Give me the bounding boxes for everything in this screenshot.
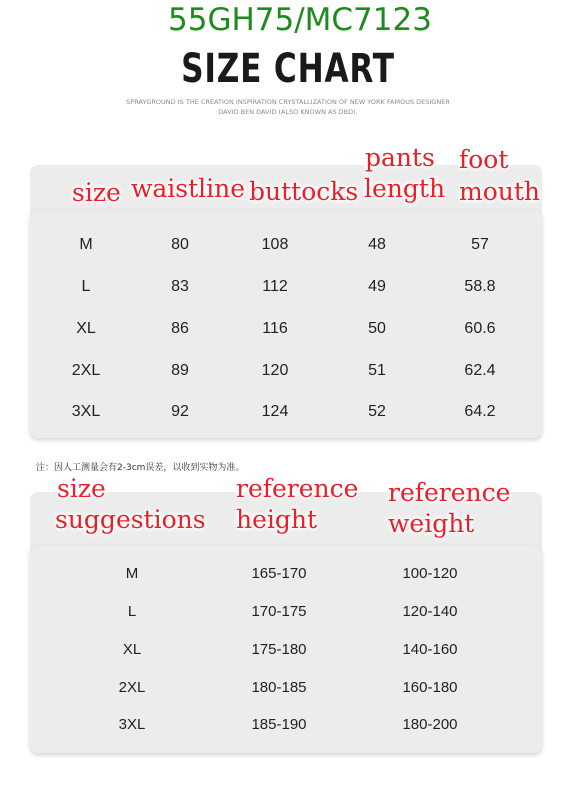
table2-cell-weight: 100-120 <box>402 565 458 582</box>
table1-cell-foot-mouth: 58.8 <box>464 278 496 295</box>
table1-cell-size: 3XL <box>71 403 101 420</box>
header-size2: size <box>57 474 106 503</box>
table1-cell-waistline: 92 <box>171 403 189 420</box>
table2-cell-size: M <box>125 565 139 582</box>
table1-cell-pants-length: 48 <box>368 236 386 253</box>
header-suggestions: suggestions <box>55 505 206 534</box>
table1-cell-pants-length: 51 <box>368 362 386 379</box>
table1-cell-foot-mouth: 62.4 <box>464 362 496 379</box>
measurement-note: 注：因人工测量会有2-3cm误差，以收到实物为准。 <box>36 463 245 473</box>
table1-cell-foot-mouth: 60.6 <box>464 320 496 337</box>
table2-cell-height: 185-190 <box>251 716 307 733</box>
table1-cell-pants-length: 52 <box>368 403 386 420</box>
header-height: height <box>236 505 318 534</box>
table2-cell-size: XL <box>122 641 142 658</box>
table1-cell-pants-length: 49 <box>368 278 386 295</box>
table1-cell-pants-length: 50 <box>368 320 386 337</box>
header-length: length <box>364 174 446 203</box>
table1-cell-buttocks: 124 <box>261 403 289 420</box>
table1-cell-foot-mouth: 57 <box>471 236 489 253</box>
table2-cell-size: L <box>127 603 137 620</box>
table1-cell-waistline: 83 <box>171 278 189 295</box>
table2-cell-weight: 180-200 <box>402 716 458 733</box>
table1-cell-size: 2XL <box>71 362 101 379</box>
table1-cell-buttocks: 116 <box>262 320 288 337</box>
subtitle-line-2: DAVID BEN DAVID (ALSO KNOWN AS DBD). <box>218 108 358 116</box>
table1-cell-waistline: 80 <box>171 236 189 253</box>
table2-cell-size: 2XL <box>118 679 146 696</box>
table2-cell-height: 180-185 <box>251 679 307 696</box>
table2-cell-weight: 120-140 <box>402 603 458 620</box>
header-foot: foot <box>459 145 509 174</box>
header-waistline: waistline <box>131 174 246 203</box>
table2-cell-height: 175-180 <box>251 641 307 658</box>
table1-cell-buttocks: 112 <box>262 278 288 295</box>
table1-cell-waistline: 86 <box>171 320 189 337</box>
product-code: 55GH75/MC7123 <box>168 2 432 38</box>
table2-cell-weight: 160-180 <box>402 679 458 696</box>
table2-cell-height: 170-175 <box>251 603 307 620</box>
table2-cell-height: 165-170 <box>251 565 307 582</box>
table1-cell-size: XL <box>76 320 96 337</box>
table1-cell-waistline: 89 <box>171 362 189 379</box>
table1-cell-size: M <box>79 236 93 253</box>
table1-cell-size: L <box>81 278 91 295</box>
page-title: SIZE CHART <box>181 46 395 92</box>
table1-cell-buttocks: 108 <box>261 236 289 253</box>
header-reference-weight: reference <box>388 478 511 507</box>
header-mouth: mouth <box>459 177 541 206</box>
header-size: size <box>72 178 121 207</box>
header-weight: weight <box>388 509 475 538</box>
header-buttocks: buttocks <box>249 177 359 206</box>
table1-cell-foot-mouth: 64.2 <box>464 403 496 420</box>
table2-cell-weight: 140-160 <box>402 641 458 658</box>
subtitle-line-1: SPRAYGROUND IS THE CREATION INSPIRATION CRYSTALLIZATION OF NEW YORK FAMOUS DESIGNER <box>126 98 450 106</box>
header-reference-height: reference <box>236 474 359 503</box>
header-pants: pants <box>365 143 435 172</box>
table2-cell-size: 3XL <box>118 716 146 733</box>
table1-cell-buttocks: 120 <box>261 362 289 379</box>
